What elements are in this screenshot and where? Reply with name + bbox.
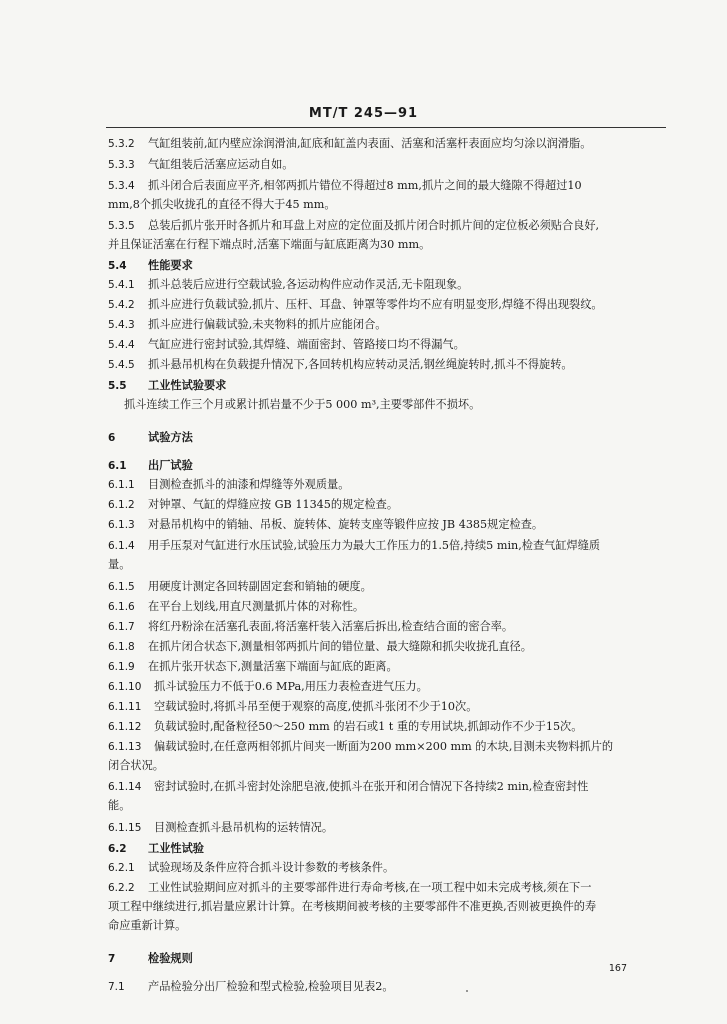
clause-text: 密封试验时,在抓斗密封处涂肥皂液,使抓斗在张开和闭合情况下各持续2 min,检查密封性 bbox=[154, 780, 589, 793]
clause-text: 性能要求 bbox=[148, 258, 193, 272]
text-line bbox=[108, 617, 668, 637]
clause-text: 工业性试验要求 bbox=[148, 378, 227, 392]
clause-text: 抓斗闭合后表面应平齐,相邻两抓片错位不得超过8 mm,抓片之间的最大缝隙不得超过10 bbox=[148, 179, 582, 192]
clause-text: 对悬吊机构中的销轴、吊板、旋转体、旋转支座等锻件应按 JB 4385规定检查。 bbox=[148, 518, 544, 531]
clause-text: 用硬度计测定各回转副固定套和销轴的硬度。 bbox=[148, 580, 372, 593]
clause-text: 对钟罩、气缸的焊缝应按 GB 11345的规定检查。 bbox=[148, 498, 399, 511]
text-line bbox=[108, 737, 668, 757]
text-line bbox=[108, 295, 668, 315]
text-line bbox=[108, 555, 668, 575]
clause-number: 6.1.13 bbox=[108, 741, 142, 753]
clause-text: mm,8个抓尖收拢孔的直径不得大于45 mm。 bbox=[108, 198, 336, 211]
clause-text: 偏载试验时,在任意两相邻抓片间夹一断面为200 mm×200 mm 的木块,目测未夹物料抓片的 bbox=[154, 740, 614, 753]
clause-number: 5.4.1 bbox=[108, 279, 135, 291]
clause-number: 5.5 bbox=[108, 380, 127, 392]
clause-number: 5.3.5 bbox=[108, 220, 135, 232]
clause-number: 5.3.4 bbox=[108, 180, 135, 192]
clause-text: 目测检查抓斗悬吊机构的运转情况。 bbox=[154, 821, 334, 834]
clause-number: 6.1.1 bbox=[108, 479, 135, 491]
clause-number: 6.2.1 bbox=[108, 862, 135, 874]
clause-number: 6.1.8 bbox=[108, 641, 135, 653]
clause-text: 在平台上划线,用直尺测量抓片体的对称性。 bbox=[148, 600, 365, 613]
clause-text: 工业性试验期间应对抓斗的主要零部件进行寿命考核,在一项工程中如未完成考核,须在下一 bbox=[148, 881, 592, 894]
clause-text: 抓斗悬吊机构在负载提升情况下,各回转机构应转动灵活,钢丝绳旋转时,抓斗不得旋转。 bbox=[148, 358, 573, 371]
text-line bbox=[108, 155, 668, 175]
clause-text: 目测检查抓斗的油漆和焊缝等外观质量。 bbox=[148, 478, 350, 491]
clause-text: 检验规则 bbox=[148, 951, 193, 965]
section-heading bbox=[108, 255, 668, 276]
clause-number: 6.2.2 bbox=[108, 882, 135, 894]
text-line bbox=[108, 315, 668, 335]
clause-text: 产品检验分出厂检验和型式检验,检验项目见表2。 bbox=[148, 980, 394, 993]
text-line bbox=[108, 515, 668, 535]
clause-text: 气缸组装后活塞应运动自如。 bbox=[148, 158, 294, 171]
clause-text: 空载试验时,将抓斗吊至便于观察的高度,使抓斗张闭不少于10次。 bbox=[154, 700, 478, 713]
text-line bbox=[108, 335, 668, 355]
clause-number: 6.1.6 bbox=[108, 601, 135, 613]
clause-text: 用手压泵对气缸进行水压试验,试验压力为最大工作压力的1.5倍,持续5 min,检查气缸焊缝质 bbox=[148, 539, 601, 552]
section-heading bbox=[108, 838, 668, 859]
clause-number: 6.1.10 bbox=[108, 681, 142, 693]
clause-text: 命应重新计算。 bbox=[108, 919, 187, 932]
clause-number: 5.4.4 bbox=[108, 339, 135, 351]
clause-text: 项工程中继续进行,抓岩量应累计计算。在考核期间被考核的主要零部件不准更换,否则被更换件的寿 bbox=[108, 900, 597, 913]
clause-text: 气缸组装前,缸内壁应涂润滑油,缸底和缸盖内表面、活塞和活塞杆表面应均匀涂以润滑脂。 bbox=[148, 137, 592, 150]
clause-text: 将红丹粉涂在活塞孔表面,将活塞杆装入活塞后拆出,检查结合面的密合率。 bbox=[148, 620, 514, 633]
clause-text: 抓斗应进行负载试验,抓片、压杆、耳盘、钟罩等零件均不应有明显变形,焊缝不得出现裂纹。 bbox=[148, 298, 603, 311]
text-line bbox=[108, 176, 668, 196]
clause-number: 5.3.2 bbox=[108, 138, 135, 150]
scan-speck bbox=[466, 990, 468, 992]
clause-number: 5.4 bbox=[108, 260, 127, 272]
text-line bbox=[108, 536, 668, 556]
clause-text: 抓斗试验压力不低于0.6 MPa,用压力表检查进气压力。 bbox=[154, 680, 428, 693]
clause-number: 5.4.3 bbox=[108, 319, 135, 331]
clause-text: 试验现场及条件应符合抓斗设计参数的考核条件。 bbox=[148, 861, 395, 874]
text-line bbox=[108, 657, 668, 677]
text-line bbox=[108, 878, 668, 898]
clause-number: 6.1.5 bbox=[108, 581, 135, 593]
clause-number: 7.1 bbox=[108, 981, 125, 993]
clause-number: 6.1.4 bbox=[108, 540, 135, 552]
clause-text: 总装后抓片张开时各抓片和耳盘上对应的定位面及抓片闭合时抓片间的定位板必须贴合良好, bbox=[148, 219, 600, 232]
clause-number: 6.1.2 bbox=[108, 499, 135, 511]
text-line bbox=[108, 235, 668, 255]
clause-text: 出厂试验 bbox=[148, 458, 193, 472]
clause-number: 6.1 bbox=[108, 460, 127, 472]
clause-text: 闭合状况。 bbox=[108, 759, 164, 772]
clause-number: 6.1.14 bbox=[108, 781, 142, 793]
clause-number: 6.1.15 bbox=[108, 822, 142, 834]
section-heading bbox=[108, 948, 668, 969]
clause-text: 试验方法 bbox=[148, 430, 193, 444]
text-line bbox=[108, 134, 668, 154]
clause-text: 抓斗总装后应进行空载试验,各运动构件应动作灵活,无卡阻现象。 bbox=[148, 278, 469, 291]
text-line bbox=[108, 756, 668, 776]
clause-number: 6.1.3 bbox=[108, 519, 135, 531]
clause-number: 6.1.12 bbox=[108, 721, 142, 733]
text-line bbox=[108, 977, 668, 997]
text-line bbox=[108, 897, 668, 917]
clause-text: 气缸应进行密封试验,其焊缝、端面密封、管路接口均不得漏气。 bbox=[148, 338, 465, 351]
text-line bbox=[108, 818, 668, 838]
text-line bbox=[108, 195, 668, 215]
clause-text: 在抓片张开状态下,测量活塞下端面与缸底的距离。 bbox=[148, 660, 398, 673]
clause-text: 在抓片闭合状态下,测量相邻两抓片间的错位量、最大缝隙和抓尖收拢孔直径。 bbox=[148, 640, 532, 653]
section-heading bbox=[108, 375, 668, 396]
text-line bbox=[108, 858, 668, 878]
text-line bbox=[108, 677, 668, 697]
clause-number: 5.3.3 bbox=[108, 159, 135, 171]
text-line bbox=[108, 916, 668, 936]
clause-text: 量。 bbox=[108, 558, 131, 571]
clause-number: 6.1.11 bbox=[108, 701, 142, 713]
page-number: 167 bbox=[608, 963, 627, 974]
clause-number: 6.2 bbox=[108, 843, 127, 855]
clause-text: 负载试验时,配备粒径50～250 mm 的岩石或1 t 重的专用试块,抓卸动作不少于15次。 bbox=[154, 720, 583, 733]
text-line bbox=[108, 597, 668, 617]
clause-number: 6 bbox=[108, 432, 116, 444]
clause-text: 工业性试验 bbox=[148, 841, 204, 855]
text-line bbox=[108, 637, 668, 657]
section-heading bbox=[108, 427, 668, 448]
text-line bbox=[108, 796, 668, 816]
text-line bbox=[108, 475, 668, 495]
text-line bbox=[108, 717, 668, 737]
clause-text: 抓斗连续工作三个月或累计抓岩量不少于5 000 m³,主要零部件不损坏。 bbox=[124, 398, 481, 411]
text-line bbox=[108, 216, 668, 236]
text-line bbox=[108, 355, 668, 375]
clause-number: 7 bbox=[108, 953, 116, 965]
text-line bbox=[108, 577, 668, 597]
text-line bbox=[108, 777, 668, 797]
header-rule bbox=[106, 127, 666, 128]
text-line bbox=[108, 495, 668, 515]
text-line bbox=[108, 275, 668, 295]
text-line bbox=[108, 697, 668, 717]
clause-number: 5.4.2 bbox=[108, 299, 135, 311]
clause-text: 能。 bbox=[108, 799, 131, 812]
clause-number: 6.1.7 bbox=[108, 621, 135, 633]
text-line bbox=[108, 395, 684, 415]
clause-number: 6.1.9 bbox=[108, 661, 135, 673]
clause-text: 抓斗应进行偏载试验,未夹物料的抓片应能闭合。 bbox=[148, 318, 387, 331]
clause-number: 5.4.5 bbox=[108, 359, 135, 371]
section-heading bbox=[108, 455, 668, 476]
page-header: MT/T 245—91 bbox=[308, 106, 419, 121]
clause-text: 并且保证活塞在行程下端点时,活塞下端面与缸底距离为30 mm。 bbox=[108, 238, 431, 251]
